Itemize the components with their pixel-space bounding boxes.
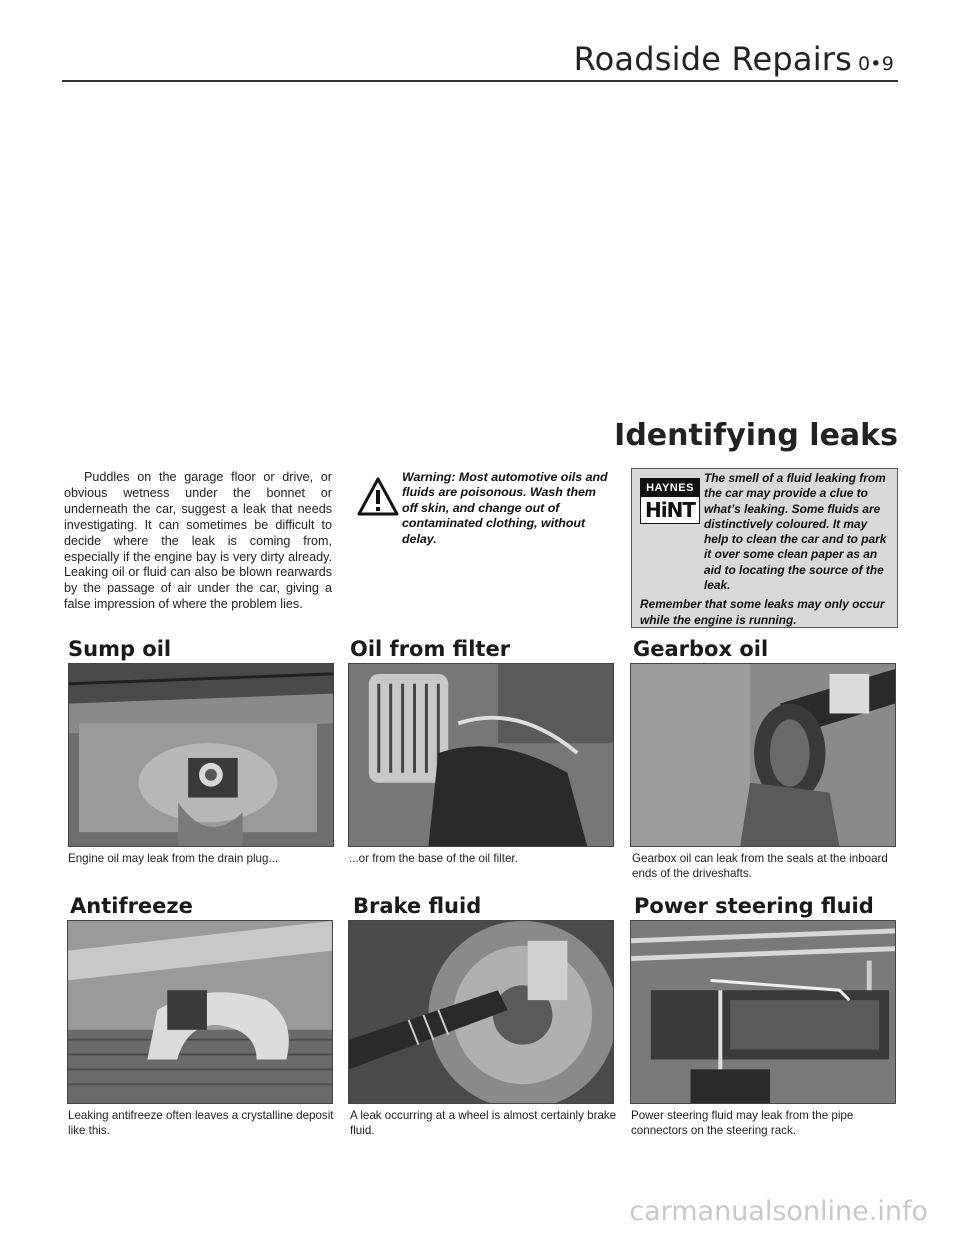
- hint-box: [631, 468, 898, 628]
- panel-title-oil-filter: Oil from filter: [350, 637, 511, 661]
- photo-sump-oil: [68, 663, 334, 847]
- caption-power-steering-fluid: Power steering fluid may leak from the pipe connectors on the steering rack.: [631, 1109, 854, 1137]
- hint-text-secondary: Remember that some leaks may only occur while the engine is running.: [640, 597, 885, 627]
- warning-triangle-icon: [356, 476, 400, 518]
- hint-text-main: The smell of a fluid leaking from the car may provide a clue to what’s leaking. Some fluids are distinctively coloured. It may help to clean the car and to park it over some clean paper as an aid to locating the source of the leak.: [704, 471, 887, 593]
- photo-antifreeze: [67, 920, 333, 1104]
- panel-title-antifreeze: Antifreeze: [70, 894, 193, 918]
- caption-gearbox-oil: Gearbox oil can leak from the seals at the inboard ends of the driveshafts.: [632, 852, 888, 880]
- photo-power-steering-fluid: [630, 920, 896, 1104]
- intro-paragraph: Puddles on the garage floor or drive, or obvious wetness under the bonnet or underneath the car, suggest a leak that needs investigating. It can sometimes be difficult to decide where the leak is coming from, especially if the engine bay is very dirty already. Leaking oil or fluid can also be blown rearwards by the passage of air under the car, giving a false impression of where the problem lies.: [64, 470, 332, 612]
- caption-antifreeze: Leaking antifreeze often leaves a crystalline deposit like this.: [68, 1109, 334, 1137]
- hint-text: [640, 471, 890, 628]
- header-title: Roadside Repairs: [573, 40, 853, 78]
- caption-oil-filter: ...or from the base of the oil filter.: [349, 852, 518, 865]
- panel-title-power-steering-fluid: Power steering fluid: [634, 894, 874, 918]
- warning-box: [350, 470, 612, 550]
- photo-oil-filter: [348, 663, 614, 847]
- photo-brake-fluid: [348, 920, 614, 1104]
- watermark: carmanualsonline.info: [629, 1196, 928, 1227]
- page-header: [574, 40, 894, 78]
- hint-logo-top: HAYNES: [641, 479, 699, 497]
- panel-title-brake-fluid: Brake fluid: [353, 894, 482, 918]
- warning-text: Warning: Most automotive oils and fluids are poisonous. Wash them off skin, and change out of contaminated clothing, without delay.: [402, 470, 608, 546]
- panel-title-sump-oil: Sump oil: [68, 637, 172, 661]
- panel-title-gearbox-oil: Gearbox oil: [633, 637, 769, 661]
- page-number: 0•9: [858, 53, 894, 75]
- caption-sump-oil: Engine oil may leak from the drain plug...: [68, 852, 279, 865]
- section-title: Identifying leaks: [614, 418, 898, 453]
- hint-logo-word: HiNT: [645, 498, 695, 522]
- caption-brake-fluid: A leak occurring at a wheel is almost certainly brake fluid.: [350, 1109, 617, 1137]
- header-rule: [62, 80, 898, 82]
- photo-gearbox-oil: [630, 663, 896, 847]
